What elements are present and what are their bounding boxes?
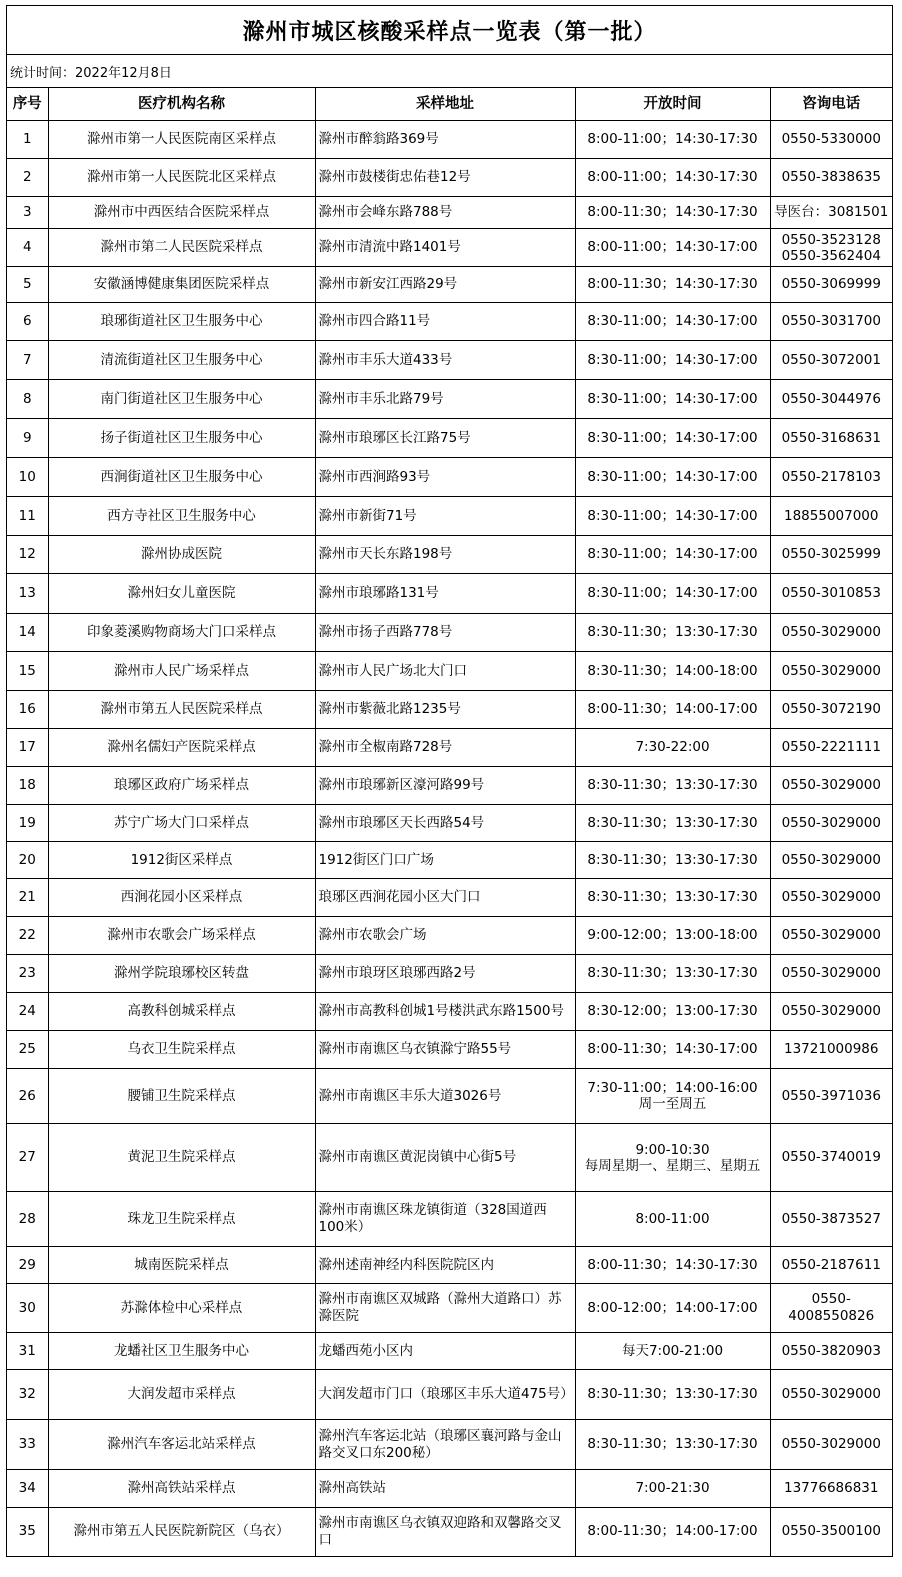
table-header-row <box>7 88 892 121</box>
cell-sampling-address: 滁州市琅琊新区濠河路99号 <box>315 767 575 805</box>
cell-opening-hours: 8:30-11:00；14:30-17:00 <box>575 574 770 614</box>
table-row <box>7 767 892 805</box>
cell-sampling-address: 滁州市南谯区双城路（滁州大道路口）苏滁医院 <box>315 1284 575 1333</box>
cell-institution-name: 滁州市第五人民医院采样点 <box>48 691 315 729</box>
table-row <box>7 229 892 267</box>
cell-opening-hours: 7:00-21:30 <box>575 1470 770 1508</box>
cell-index: 25 <box>7 1031 48 1069</box>
cell-sampling-address: 滁州市琅玡区琅琊西路2号 <box>315 955 575 993</box>
table-row <box>7 419 892 458</box>
header-index: 序号 <box>7 88 48 121</box>
cell-opening-hours: 7:30-22:00 <box>575 729 770 767</box>
cell-index: 3 <box>7 197 48 229</box>
cell-sampling-address: 滁州市琅琊路131号 <box>315 574 575 614</box>
cell-phone: 0550-3029000 <box>770 767 892 805</box>
cell-institution-name: 苏宁广场大门口采样点 <box>48 805 315 842</box>
page-title: 滁州市城区核酸采样点一览表（第一批） <box>7 6 892 55</box>
table-row <box>7 1470 892 1508</box>
cell-opening-hours: 8:30-11:30；13:30-17:30 <box>575 767 770 805</box>
cell-phone: 0550-3168631 <box>770 419 892 458</box>
cell-institution-name: 滁州市第五人民医院新院区（乌衣） <box>48 1508 315 1556</box>
cell-phone: 0550-3029000 <box>770 614 892 652</box>
table-row <box>7 497 892 536</box>
table-row <box>7 303 892 341</box>
table-row <box>7 341 892 380</box>
table-row <box>7 574 892 614</box>
cell-index: 16 <box>7 691 48 729</box>
table-row <box>7 1031 892 1069</box>
cell-sampling-address: 琅琊区西涧花园小区大门口 <box>315 879 575 917</box>
cell-institution-name: 滁州市中西医结合医院采样点 <box>48 197 315 229</box>
cell-phone: 0550-3069999 <box>770 267 892 303</box>
cell-opening-hours: 8:30-11:30；14:00-18:00 <box>575 652 770 691</box>
cell-sampling-address: 滁州汽车客运北站（琅琊区襄河路与金山路交叉口东200秘） <box>315 1420 575 1470</box>
cell-index: 22 <box>7 917 48 955</box>
cell-sampling-address: 滁州市丰乐北路79号 <box>315 380 575 419</box>
table-row <box>7 729 892 767</box>
cell-index: 14 <box>7 614 48 652</box>
cell-sampling-address: 滁州市南谯区乌衣镇双迎路和双馨路交叉口 <box>315 1508 575 1556</box>
cell-index: 15 <box>7 652 48 691</box>
cell-index: 29 <box>7 1247 48 1284</box>
table-row <box>7 805 892 842</box>
cell-institution-name: 清流街道社区卫生服务中心 <box>48 341 315 380</box>
cell-index: 5 <box>7 267 48 303</box>
cell-institution-name: 苏滁体检中心采样点 <box>48 1284 315 1333</box>
cell-opening-hours: 8:30-11:30；13:30-17:30 <box>575 1370 770 1420</box>
cell-sampling-address: 滁州市西涧路93号 <box>315 458 575 497</box>
table-row <box>7 614 892 652</box>
cell-opening-hours: 8:00-11:30；14:00-17:00 <box>575 691 770 729</box>
cell-phone: 0550-3029000 <box>770 879 892 917</box>
table-row <box>7 691 892 729</box>
cell-phone: 0550-3029000 <box>770 1420 892 1470</box>
table-row <box>7 842 892 879</box>
cell-phone: 0550-3029000 <box>770 917 892 955</box>
cell-opening-hours: 8:30-11:00；14:30-17:00 <box>575 341 770 380</box>
cell-institution-name: 1912街区采样点 <box>48 842 315 879</box>
cell-sampling-address: 滁州市全椒南路728号 <box>315 729 575 767</box>
cell-phone: 0550-3029000 <box>770 1370 892 1420</box>
cell-sampling-address: 滁州市琅琊区长江路75号 <box>315 419 575 458</box>
cell-phone: 0550-2221111 <box>770 729 892 767</box>
table-row <box>7 993 892 1031</box>
header-phone: 咨询电话 <box>770 88 892 121</box>
cell-phone: 0550-3029000 <box>770 652 892 691</box>
cell-institution-name: 滁州市人民广场采样点 <box>48 652 315 691</box>
cell-opening-hours: 8:00-12:00；14:00-17:00 <box>575 1284 770 1333</box>
cell-opening-hours: 9:00-12:00；13:00-18:00 <box>575 917 770 955</box>
cell-opening-hours: 8:00-11:30；14:30-17:30 <box>575 197 770 229</box>
table-row <box>7 380 892 419</box>
table-row <box>7 458 892 497</box>
cell-institution-name: 乌衣卫生院采样点 <box>48 1031 315 1069</box>
cell-index: 6 <box>7 303 48 341</box>
cell-phone: 0550-3838635 <box>770 159 892 197</box>
cell-opening-hours: 每天7:00-21:00 <box>575 1333 770 1370</box>
cell-index: 17 <box>7 729 48 767</box>
cell-institution-name: 滁州市第一人民医院南区采样点 <box>48 121 315 159</box>
cell-sampling-address: 滁州市鼓楼街忠佑巷12号 <box>315 159 575 197</box>
cell-institution-name: 南门街道社区卫生服务中心 <box>48 380 315 419</box>
cell-sampling-address: 滁州市天长东路198号 <box>315 536 575 574</box>
cell-institution-name: 扬子街道社区卫生服务中心 <box>48 419 315 458</box>
cell-institution-name: 龙蟠社区卫生服务中心 <box>48 1333 315 1370</box>
table-row <box>7 955 892 993</box>
cell-opening-hours: 8:30-11:00；14:30-17:00 <box>575 380 770 419</box>
cell-sampling-address: 滁州市南谯区黄泥岗镇中心街5号 <box>315 1124 575 1192</box>
cell-phone: 0550-2178103 <box>770 458 892 497</box>
cell-index: 32 <box>7 1370 48 1420</box>
cell-phone: 0550-3029000 <box>770 955 892 993</box>
cell-institution-name: 安徽涵博健康集团医院采样点 <box>48 267 315 303</box>
cell-index: 4 <box>7 229 48 267</box>
table-row <box>7 197 892 229</box>
cell-opening-hours: 8:30-11:30；13:30-17:30 <box>575 614 770 652</box>
cell-phone: 0550-5330000 <box>770 121 892 159</box>
cell-opening-hours: 8:00-11:30；14:30-17:30 <box>575 1247 770 1284</box>
cell-opening-hours: 8:30-12:00；13:00-17:30 <box>575 993 770 1031</box>
cell-institution-name: 滁州市农歌会广场采样点 <box>48 917 315 955</box>
cell-institution-name: 滁州协成医院 <box>48 536 315 574</box>
cell-institution-name: 琅琊街道社区卫生服务中心 <box>48 303 315 341</box>
table-row <box>7 1124 892 1192</box>
table-row <box>7 1069 892 1124</box>
cell-phone: 0550-3873527 <box>770 1192 892 1247</box>
table-row <box>7 1284 892 1333</box>
cell-index: 21 <box>7 879 48 917</box>
cell-index: 13 <box>7 574 48 614</box>
cell-opening-hours: 8:30-11:00；14:30-17:00 <box>575 458 770 497</box>
cell-institution-name: 西涧街道社区卫生服务中心 <box>48 458 315 497</box>
cell-phone: 0550-3523128 0550-3562404 <box>770 229 892 267</box>
spreadsheet <box>6 5 893 1557</box>
cell-phone: 0550-3500100 <box>770 1508 892 1556</box>
cell-index: 9 <box>7 419 48 458</box>
cell-phone: 0550-3031700 <box>770 303 892 341</box>
header-opening-hours: 开放时间 <box>575 88 770 121</box>
cell-sampling-address: 滁州市琅琊区天长西路54号 <box>315 805 575 842</box>
cell-index: 12 <box>7 536 48 574</box>
cell-index: 7 <box>7 341 48 380</box>
cell-sampling-address: 滁州市高教科创城1号楼洪武东路1500号 <box>315 993 575 1031</box>
cell-sampling-address: 龙蟠西苑小区内 <box>315 1333 575 1370</box>
cell-institution-name: 印象菱溪购物商场大门口采样点 <box>48 614 315 652</box>
cell-opening-hours: 9:00-10:30 每周星期一、星期三、星期五 <box>575 1124 770 1192</box>
cell-index: 11 <box>7 497 48 536</box>
table-row <box>7 121 892 159</box>
cell-sampling-address: 滁州市新安江西路29号 <box>315 267 575 303</box>
cell-index: 2 <box>7 159 48 197</box>
cell-opening-hours: 8:00-11:00 <box>575 1192 770 1247</box>
table-row <box>7 1192 892 1247</box>
cell-phone: 18855007000 <box>770 497 892 536</box>
cell-sampling-address: 滁州市四合路11号 <box>315 303 575 341</box>
header-institution-name: 医疗机构名称 <box>48 88 315 121</box>
cell-opening-hours: 8:30-11:00；14:30-17:00 <box>575 419 770 458</box>
cell-phone: 0550-3072001 <box>770 341 892 380</box>
cell-phone: 0550-3010853 <box>770 574 892 614</box>
cell-phone: 0550-3820903 <box>770 1333 892 1370</box>
table-row <box>7 879 892 917</box>
cell-opening-hours: 8:00-11:00；14:30-17:30 <box>575 159 770 197</box>
table-row <box>7 1333 892 1370</box>
cell-phone: 13776686831 <box>770 1470 892 1508</box>
cell-sampling-address: 滁州市紫薇北路1235号 <box>315 691 575 729</box>
header-sampling-address: 采样地址 <box>315 88 575 121</box>
cell-opening-hours: 8:30-11:30；13:30-17:30 <box>575 1420 770 1470</box>
cell-index: 19 <box>7 805 48 842</box>
cell-sampling-address: 1912街区门口广场 <box>315 842 575 879</box>
cell-phone: 0550-3072190 <box>770 691 892 729</box>
sampling-sites-table <box>7 88 892 1556</box>
cell-index: 31 <box>7 1333 48 1370</box>
table-row <box>7 159 892 197</box>
table-row <box>7 1247 892 1284</box>
cell-opening-hours: 8:30-11:30；13:30-17:30 <box>575 842 770 879</box>
table-row <box>7 1508 892 1556</box>
cell-phone: 0550-4008550826 <box>770 1284 892 1333</box>
cell-index: 10 <box>7 458 48 497</box>
cell-sampling-address: 滁州市南谯区乌衣镇滁宁路55号 <box>315 1031 575 1069</box>
cell-institution-name: 滁州市第二人民医院采样点 <box>48 229 315 267</box>
cell-sampling-address: 滁州市丰乐大道433号 <box>315 341 575 380</box>
cell-sampling-address: 滁州述南神经内科医院院区内 <box>315 1247 575 1284</box>
cell-institution-name: 琅琊区政府广场采样点 <box>48 767 315 805</box>
cell-opening-hours: 8:00-11:00；14:30-17:30 <box>575 121 770 159</box>
cell-institution-name: 西涧花园小区采样点 <box>48 879 315 917</box>
cell-opening-hours: 7:30-11:00；14:00-16:00 周一至周五 <box>575 1069 770 1124</box>
cell-institution-name: 滁州市第一人民医院北区采样点 <box>48 159 315 197</box>
cell-index: 27 <box>7 1124 48 1192</box>
cell-sampling-address: 滁州市农歌会广场 <box>315 917 575 955</box>
cell-institution-name: 滁州汽车客运北站采样点 <box>48 1420 315 1470</box>
cell-sampling-address: 滁州市人民广场北大门口 <box>315 652 575 691</box>
cell-phone: 导医台：3081501 <box>770 197 892 229</box>
cell-sampling-address: 大润发超市门口（琅琊区丰乐大道475号） <box>315 1370 575 1420</box>
cell-index: 33 <box>7 1420 48 1470</box>
table-row <box>7 1420 892 1470</box>
cell-index: 24 <box>7 993 48 1031</box>
table-row <box>7 1370 892 1420</box>
table-row <box>7 267 892 303</box>
cell-sampling-address: 滁州市南谯区珠龙镇街道（328国道西100米） <box>315 1192 575 1247</box>
cell-index: 1 <box>7 121 48 159</box>
table-row <box>7 536 892 574</box>
cell-phone: 0550-3029000 <box>770 993 892 1031</box>
cell-phone: 0550-3029000 <box>770 805 892 842</box>
table-row <box>7 917 892 955</box>
cell-index: 20 <box>7 842 48 879</box>
cell-opening-hours: 8:30-11:30；13:30-17:30 <box>575 955 770 993</box>
cell-opening-hours: 8:00-11:30；14:30-17:00 <box>575 1031 770 1069</box>
cell-index: 8 <box>7 380 48 419</box>
cell-sampling-address: 滁州市新街71号 <box>315 497 575 536</box>
cell-phone: 0550-3044976 <box>770 380 892 419</box>
cell-phone: 0550-3740019 <box>770 1124 892 1192</box>
cell-opening-hours: 8:30-11:00；14:30-17:00 <box>575 497 770 536</box>
cell-institution-name: 大润发超市采样点 <box>48 1370 315 1420</box>
cell-index: 26 <box>7 1069 48 1124</box>
cell-phone: 0550-3025999 <box>770 536 892 574</box>
cell-phone: 0550-3971036 <box>770 1069 892 1124</box>
cell-institution-name: 珠龙卫生院采样点 <box>48 1192 315 1247</box>
cell-phone: 0550-2187611 <box>770 1247 892 1284</box>
cell-sampling-address: 滁州市扬子西路778号 <box>315 614 575 652</box>
cell-opening-hours: 8:00-11:00；14:30-17:00 <box>575 229 770 267</box>
cell-institution-name: 高教科创城采样点 <box>48 993 315 1031</box>
cell-opening-hours: 8:30-11:00；14:30-17:00 <box>575 303 770 341</box>
cell-index: 23 <box>7 955 48 993</box>
cell-index: 35 <box>7 1508 48 1556</box>
cell-institution-name: 滁州高铁站采样点 <box>48 1470 315 1508</box>
cell-index: 28 <box>7 1192 48 1247</box>
cell-sampling-address: 滁州市南谯区丰乐大道3026号 <box>315 1069 575 1124</box>
cell-institution-name: 滁州妇女儿童医院 <box>48 574 315 614</box>
cell-opening-hours: 8:30-11:30；13:30-17:30 <box>575 805 770 842</box>
cell-institution-name: 城南医院采样点 <box>48 1247 315 1284</box>
cell-institution-name: 腰铺卫生院采样点 <box>48 1069 315 1124</box>
cell-index: 30 <box>7 1284 48 1333</box>
cell-sampling-address: 滁州市清流中路1401号 <box>315 229 575 267</box>
cell-institution-name: 滁州名儒妇产医院采样点 <box>48 729 315 767</box>
cell-institution-name: 黄泥卫生院采样点 <box>48 1124 315 1192</box>
statistics-date: 统计时间：2022年12月8日 <box>7 55 892 88</box>
cell-opening-hours: 8:30-11:30；13:30-17:30 <box>575 879 770 917</box>
table-row <box>7 652 892 691</box>
cell-institution-name: 西方寺社区卫生服务中心 <box>48 497 315 536</box>
cell-sampling-address: 滁州市会峰东路788号 <box>315 197 575 229</box>
cell-opening-hours: 8:00-11:30；14:00-17:00 <box>575 1508 770 1556</box>
cell-index: 18 <box>7 767 48 805</box>
cell-index: 34 <box>7 1470 48 1508</box>
cell-opening-hours: 8:30-11:00；14:30-17:00 <box>575 536 770 574</box>
cell-sampling-address: 滁州市醉翁路369号 <box>315 121 575 159</box>
cell-phone: 0550-3029000 <box>770 842 892 879</box>
cell-sampling-address: 滁州高铁站 <box>315 1470 575 1508</box>
cell-phone: 13721000986 <box>770 1031 892 1069</box>
cell-institution-name: 滁州学院琅琊校区转盘 <box>48 955 315 993</box>
cell-opening-hours: 8:00-11:30；14:30-17:30 <box>575 267 770 303</box>
